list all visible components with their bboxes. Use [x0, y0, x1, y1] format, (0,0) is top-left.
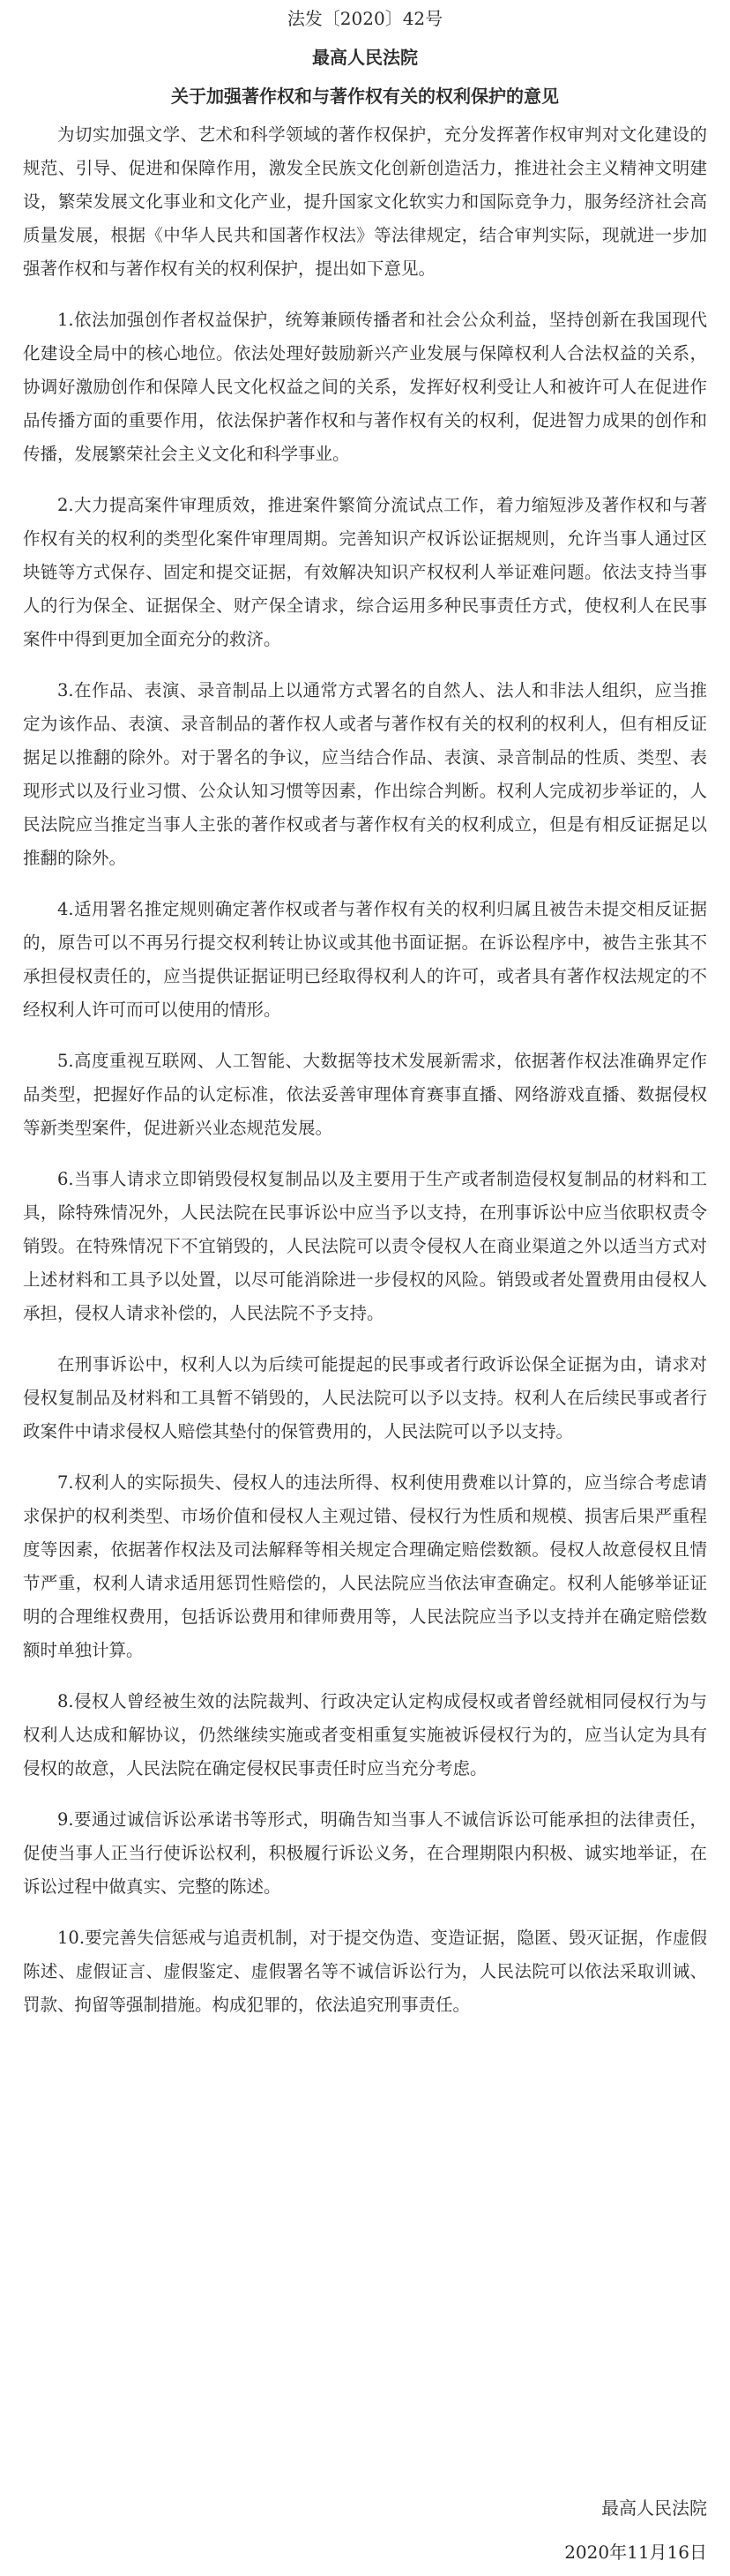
article-2: 2.大力提高案件审理质效，推进案件繁简分流试点工作，着力缩短涉及著作权和与著作权有关的权利的类型化案件审理周期。完善知识产权诉讼证据规则，允许当事人通过区块链等方式保存、固定和提交证据，有效解决知识产权权利人举证难问题。依法支持当事人的行为保全、证据保全、财产保全请求，综合运用多种民事责任方式，使权利人在民事案件中得到更加全面充分的救济。: [23, 495, 707, 649]
article-10: 10.要完善失信惩戒与追责机制，对于提交伪造、变造证据，隐匿、毁灭证据，作虚假陈述、虚假证言、虚假鉴定、虚假署名等不诚信诉讼行为，人民法院可以依法采取训诫、罚款、拘留等强制措施。构成犯罪的，依法追究刑事责任。: [23, 1928, 707, 2015]
document-title: 关于加强著作权和与著作权有关的权利保护的意见: [171, 86, 559, 107]
preamble-paragraph: 为切实加强文学、艺术和科学领域的著作权保护，充分发挥著作权审判对文化建设的规范、引导、促进和保障作用，激发全民族文化创新创造活力，推进社会主义精神文明建设，繁荣发展文化事业和文化产业，提升国家文化软实力和国际竞争力，服务经济社会高质量发展，根据《中华人民共和国著作权法》等法律规定，结合审判实际，现就进一步加强著作权和与著作权有关的权利保护，提出如下意见。: [23, 124, 707, 279]
issue-date: 2020年11月16日: [564, 2542, 707, 2563]
issuer-name: 最高人民法院: [312, 47, 418, 68]
article-5: 5.高度重视互联网、人工智能、大数据等技术发展新需求，依据著作权法准确界定作品类型，把握好作品的认定标准，依法妥善审理体育赛事直播、网络游戏直播、数据侵权等新类型案件，促进新兴业态规范发展。: [23, 1051, 707, 1138]
article-4: 4.适用署名推定规则确定著作权或者与著作权有关的权利归属且被告未提交相反证据的，原告可以不再另行提交权利转让协议或其他书面证据。在诉讼程序中，被告主张其不承担侵权责任的，应当提供证据证明已经取得权利人的许可，或者具有著作权法规定的不经权利人许可而可以使用的情形。: [23, 899, 707, 1020]
article-6-continued: 在刑事诉讼中，权利人以为后续可能提起的民事或者行政诉讼保全证据为由，请求对侵权复制品及材料和工具暂不销毁的，人民法院可以予以支持。权利人在后续民事或者行政案件中请求侵权人赔偿其垫付的保管费用的，人民法院可以予以支持。: [23, 1354, 707, 1442]
document-body: [23, 118, 707, 2040]
signature: 最高人民法院: [601, 2497, 707, 2519]
article-3: 3.在作品、表演、录音制品上以通常方式署名的自然人、法人和非法人组织，应当推定为该作品、表演、录音制品的著作权人或者与著作权有关的权利的权利人，但有相反证据足以推翻的除外。对于署名的争议，应当结合作品、表演、录音制品的性质、类型、表现形式以及行业习惯、公众认知习惯等因素，作出综合判断。权利人完成初步举证的，人民法院应当推定当事人主张的著作权或者与著作权有关的权利成立，但是有相反证据足以推翻的除外。: [23, 680, 707, 868]
article-6: 6.当事人请求立即销毁侵权复制品以及主要用于生产或者制造侵权复制品的材料和工具，除特殊情况外，人民法院在民事诉讼中应当予以支持，在刑事诉讼中应当依职权责令销毁。在特殊情况下不宜销毁的，人民法院可以责令侵权人在商业渠道之外以适当方式对上述材料和工具予以处置，以尽可能消除进一步侵权的风险。销毁或者处置费用由侵权人承担，侵权人请求补偿的，人民法院不予支持。: [23, 1169, 707, 1323]
article-1: 1.依法加强创作者权益保护，统筹兼顾传播者和社会公众利益，坚持创新在我国现代化建设全局中的核心地位。依法处理好鼓励新兴产业发展与保障权利人合法权益的关系，协调好激励创作和保障人民文化权益之间的关系，发挥好权利受让人和被许可人在促进作品传播方面的重要作用，依法保护著作权和与著作权有关的权利，促进智力成果的创作和传播，发展繁荣社会主义文化和科学事业。: [23, 310, 707, 464]
article-8: 8.侵权人曾经被生效的法院裁判、行政决定认定构成侵权或者曾经就相同侵权行为与权利人达成和解协议，仍然继续实施或者变相重复实施被诉侵权行为的，应当认定为具有侵权的故意，人民法院在确定侵权民事责任时应当充分考虑。: [23, 1691, 707, 1778]
article-7: 7.权利人的实际损失、侵权人的违法所得、权利使用费难以计算的，应当综合考虑请求保护的权利类型、市场价值和侵权人主观过错、侵权行为性质和规模、损害后果严重程度等因素，依据著作权法及司法解释等相关规定合理确定赔偿数额。侵权人故意侵权且情节严重，权利人请求适用惩罚性赔偿的，人民法院应当依法审查确定。权利人能够举证证明的合理维权费用，包括诉讼费用和律师费用等，人民法院应当予以支持并在确定赔偿数额时单独计算。: [23, 1472, 707, 1660]
document-number: 法发〔2020〕42号: [287, 8, 443, 29]
article-9: 9.要通过诚信诉讼承诺书等形式，明确告知当事人不诚信诉讼可能承担的法律责任，促使当事人正当行使诉讼权利，积极履行诉讼义务，在合理期限内积极、诚实地举证，在诉讼过程中做真实、完整的陈述。: [23, 1809, 707, 1897]
